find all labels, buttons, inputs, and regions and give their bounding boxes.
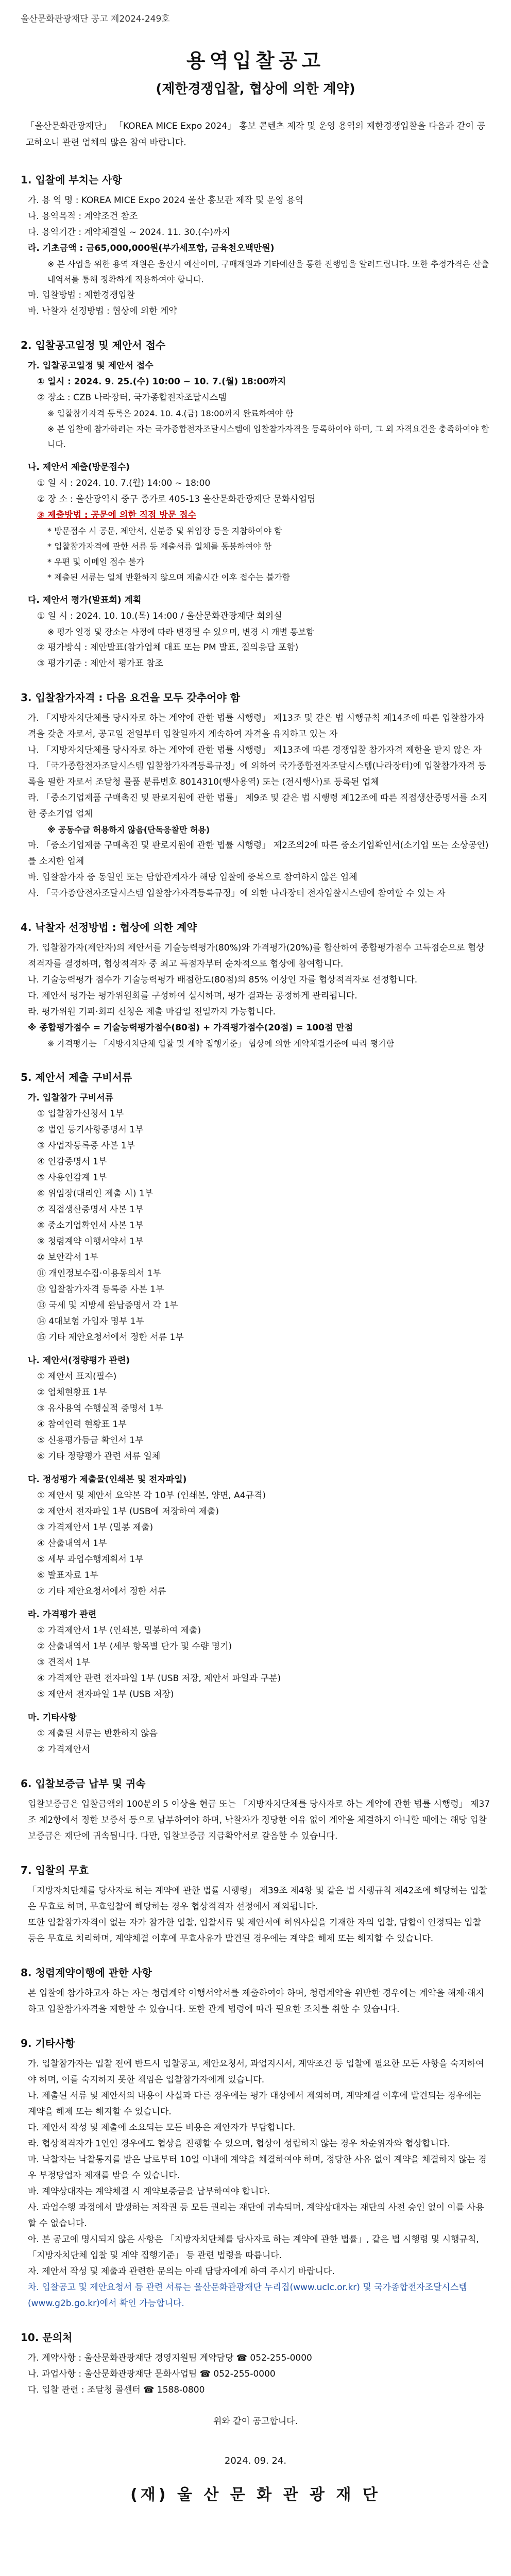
list-item: ⑤ 신용평가등급 확인서 1부 xyxy=(37,1435,144,1446)
list-item: 라. 협상적격자가 1인인 경우에도 협상을 진행할 수 있으며, 협상이 성립하지 않는 경우 차순위자와 협상합니다. xyxy=(28,2139,450,2149)
scoring-formula: ※ 종합평가점수 = 기술능력평가점수(80점) + 가격평가점수(20점) = 100점 만점 xyxy=(28,1023,353,1033)
list-note: ※ 공동수급 허용하지 않음(단독응찰만 허용) xyxy=(47,825,210,835)
list-item: 다. 제안서 평가는 평가위원회를 구성하여 실시하며, 평가 결과는 공정하게 관리됩니다. xyxy=(28,991,357,1001)
section-body: 본 입찰에 참가하고자 하는 자는 청렴계약 이행서약서를 제출하여야 하며, 청렴계약을 위반한 경우에는 계약을 해제·해지하고 입찰참가자격을 제한할 수 있습니다. 또한 관계 법령에 따라 필요한 조치를 취할 수 있습니다. xyxy=(28,1988,484,2014)
list-item: ① 일 시 : 2024. 10. 7.(월) 14:00 ~ 18:00 xyxy=(37,478,211,488)
section-body: 입찰보증금은 입찰금액의 100분의 5 이상을 현금 또는 「지방자치단체를 당사자로 하는 계약에 관한 법률 시행령」 제37조 제2항에서 정한 보증서 등으로 납부하여야 하며, 낙찰자가 정당한 이유 없이 계약을 체결하지 아니할 때에는 해당 입찰보증금은 재단에 귀속됩니다. 다만, 입찰보증금 지급확약서로 갈음할 수 있습니다. xyxy=(28,1799,490,1841)
list-item: 마. 「중소기업제품 구매촉진 및 판로지원에 관한 법률 시행령」 제2조의2에 따른 중소기업확인서(소기업 또는 소상공인)를 소지한 업체 xyxy=(28,840,489,867)
list-item: ① 제출된 서류는 반환하지 않음 xyxy=(37,1728,158,1739)
list-item: ② 제안서 전자파일 1부 (USB에 저장하여 제출) xyxy=(37,1506,219,1517)
list-note: * 제출된 서류는 일체 반환하지 않으며 제출시간 이후 접수는 불가함 xyxy=(47,572,291,582)
section-heading-invalid-bids: 7. 입찰의 무효 xyxy=(21,1864,89,1876)
list-item: 나. 제출된 서류 및 제안서의 내용이 사실과 다른 경우에는 평가 대상에서 제외하며, 계약체결 이후에 발견되는 경우에는 계약을 해제 또는 해지할 수 있습니다. xyxy=(28,2091,482,2117)
list-item: ③ 제출방법 : 공문에 의한 직접 방문 접수 xyxy=(37,510,196,520)
list-item: ③ 유사용역 수행실적 증명서 1부 xyxy=(37,1403,163,1414)
list-item: 아. 본 공고에 명시되지 않은 사항은 「지방자치단체를 당사자로 하는 계약에 관한 법률」, 같은 법 시행령 및 시행규칙, 「지방자치단체 입찰 및 계약 집행기준」 등 관련 법령을 따릅니다. xyxy=(28,2234,479,2261)
section-heading-schedule: 2. 입찰공고일정 및 제안서 접수 xyxy=(21,339,166,351)
announcement-date: 2024. 09. 24. xyxy=(224,2455,287,2466)
list-item: 라. 「중소기업제품 구매촉진 및 판로지원에 관한 법률」 제9조 및 같은 법 시행령 제12조에 따른 직접생산증명서를 소지한 중소기업 업체 xyxy=(28,793,487,819)
list-item: ① 가격제안서 1부 (인쇄본, 밀봉하여 제출) xyxy=(37,1625,201,1636)
list-item: ② 가격제안서 xyxy=(37,1744,90,1755)
list-note: ※ 본 입찰에 참가하려는 자는 국가종합전자조달시스템에 입찰참가자격을 등록하여야 하며, 그 외 자격요건을 충족하여야 합니다. xyxy=(47,424,489,449)
list-item: ④ 가격제안 관련 전자파일 1부 (USB 저장, 제안서 파일과 구분) xyxy=(37,1673,281,1684)
list-item: ② 평가방식 : 제안발표(참가업체 대표 또는 PM 발표, 질의응답 포함) xyxy=(37,642,299,653)
section-body: 「지방자치단체를 당사자로 하는 계약에 관한 법률 시행령」 제39조 제4항 및 같은 법 시행규칙 제42조에 해당하는 입찰은 무효로 하며, 무효입찰에 해당하는 경우 협상적격자 선정에서 제외됩니다. xyxy=(28,1886,487,1912)
list-item: ② 산출내역서 1부 (세부 항목별 단가 및 수량 명기) xyxy=(37,1641,232,1652)
list-item: ⑭ 4대보험 가입자 명부 1부 xyxy=(37,1316,145,1327)
list-item: ⑦ 기타 제안요청서에서 정한 서류 xyxy=(37,1586,166,1597)
list-item: ⑫ 입찰참가자격 등록증 사본 1부 xyxy=(37,1284,164,1295)
list-item: 가. 입찰참가자는 입찰 전에 반드시 입찰공고, 제안요청서, 과업지시서, 계약조건 등 입찰에 필요한 모든 사항을 숙지하여야 하며, 이를 숙지하지 못한 책임은 입찰참가자에게 있습니다. xyxy=(28,2059,484,2085)
list-note: * 입찰참가자격에 관한 서류 등 제출서류 일체를 동봉하여야 함 xyxy=(47,541,272,551)
list-item: ③ 가격제안서 1부 (밀봉 제출) xyxy=(37,1522,154,1533)
list-item: ① 제안서 및 제안서 요약본 각 10부 (인쇄본, 양면, A4규격) xyxy=(37,1490,266,1501)
subsection-heading: 가. 입찰공고일정 및 제안서 접수 xyxy=(28,361,154,371)
list-item: 자. 제안서 작성 및 제출과 관련한 문의는 아래 담당자에게 하여 주시기 바랍니다. xyxy=(28,2266,335,2277)
list-item: ⑧ 중소기업확인서 사본 1부 xyxy=(37,1221,144,1231)
list-note: ※ 평가 일정 및 장소는 사정에 따라 변경될 수 있으며, 변경 시 개별 통보함 xyxy=(47,627,314,637)
list-item: 바. 계약상대자는 계약체결 시 계약보증금을 납부하여야 합니다. xyxy=(28,2187,270,2197)
contact-item: 다. 입찰 관련 : 조달청 콜센터 ☎ 1588-0800 xyxy=(28,2385,205,2395)
list-item: ⑤ 세부 과업수행계획서 1부 xyxy=(37,1554,144,1565)
page-subtitle: (제한경쟁입찰, 협상에 의한 계약) xyxy=(156,81,355,97)
list-note: ※ 본 사업을 위한 용역 재원은 울산시 예산이며, 구매재원과 기타예산을 통한 진행임을 알려드립니다. 또한 추정가격은 산출내역서를 통해 정확하게 적용하여야 합니다. xyxy=(47,259,489,284)
section-heading-contact: 10. 문의처 xyxy=(21,2331,73,2344)
subsection-heading: 가. 입찰참가 구비서류 xyxy=(28,1093,114,1103)
section-heading-bid-items: 1. 입찰에 부치는 사항 xyxy=(21,174,122,186)
list-item: ⑥ 위임장(대리인 제출 시) 1부 xyxy=(37,1189,154,1199)
list-item: ② 장 소 : 울산광역시 중구 종가로 405-13 울산문화관광재단 문화사업팀 xyxy=(37,494,316,504)
list-item: ⑤ 사용인감계 1부 xyxy=(37,1173,107,1183)
list-item: 라. 기초금액 : 금65,000,000원(부가세포함, 금육천오백만원) xyxy=(28,243,275,253)
list-item: 나. 「지방자치단체를 당사자로 하는 계약에 관한 법률 시행령」 제13조에 따른 경쟁입찰 참가자격 제한을 받지 않은 자 xyxy=(28,745,482,755)
subsection-heading: 다. 정성평가 제출물(인쇄본 및 전자파일) xyxy=(28,1475,187,1485)
list-item: 다. 용역기간 : 계약체결일 ~ 2024. 11. 30.(수)까지 xyxy=(28,227,230,238)
list-item: ⑥ 기타 정량평가 관련 서류 일체 xyxy=(37,1451,161,1462)
list-item: ⑬ 국세 및 지방세 완납증명서 각 1부 xyxy=(37,1300,178,1311)
list-item: ③ 견적서 1부 xyxy=(37,1657,90,1668)
subsection-heading: 라. 가격평가 관련 xyxy=(28,1609,97,1620)
list-item: 마. 입찰방법 : 제한경쟁입찰 xyxy=(28,290,135,300)
list-item: 다. 제안서 작성 및 제출에 소요되는 모든 비용은 제안자가 부담합니다. xyxy=(28,2123,296,2133)
list-item: 가. 용 역 명 : KOREA MICE Expo 2024 울산 홍보관 제작 및 운영 용역 xyxy=(28,195,303,206)
list-item[interactable]: 차. 입찰공고 및 제안요청서 등 관련 서류는 울산문화관광재단 누리집(www.uclc.or.kr) 및 국가종합전자조달시스템(www.g2b.go.kr)에서 확인 가능합니다. xyxy=(28,2282,467,2309)
list-note: * 우편 및 이메일 접수 불가 xyxy=(47,557,144,567)
list-item: 나. 기술능력평가 점수가 기술능력평가 배점한도(80점)의 85% 이상인 자를 협상적격자로 선정합니다. xyxy=(28,975,418,985)
section-heading-bid-bond: 6. 입찰보증금 납부 및 귀속 xyxy=(21,1777,146,1790)
list-item: 마. 낙찰자는 낙찰통지를 받은 날로부터 10일 이내에 계약을 체결하여야 하며, 정당한 사유 없이 계약을 체결하지 않는 경우 부정당업자 제재를 받을 수 있습니다. xyxy=(28,2155,487,2181)
list-item: ② 장소 : CZB 나라장터, 국가종합전자조달시스템 xyxy=(37,393,227,403)
list-item: 다. 「국가종합전자조달시스템 입찰참가자격등록규정」에 의하여 국가종합전자조달시스템(나라장터)에 입찰참가자격 등록을 필한 자로서 조달청 물품 분류번호 8014310(행사용역) 또는 (전시행사)로 등록된 업체 xyxy=(28,761,486,787)
list-item: ② 법인 등기사항증명서 1부 xyxy=(37,1125,144,1135)
section-heading-integrity: 8. 청렴계약이행에 관한 사항 xyxy=(21,1967,152,1979)
list-item: ⑩ 보안각서 1부 xyxy=(37,1252,98,1263)
section-body: 또한 입찰참가자격이 없는 자가 참가한 입찰, 입찰서류 및 제안서에 허위사실을 기재한 자의 입찰, 담합이 인정되는 입찰 등은 무효로 처리하며, 계약체결 이후에 무효사유가 발견된 경우에는 계약을 해제 또는 해지할 수 있습니다. xyxy=(28,1918,482,1944)
list-item: 라. 평가위원 기피·회피 신청은 제출 마감일 전일까지 가능합니다. xyxy=(28,1007,276,1017)
list-item: ① 일시 : 2024. 9. 25.(수) 10:00 ~ 10. 7.(월) 18:00까지 xyxy=(37,377,286,387)
list-item: ⑦ 직접생산증명서 사본 1부 xyxy=(37,1205,144,1215)
list-note: ※ 가격평가는 「지방자치단체 입찰 및 계약 집행기준」 협상에 의한 계약체결기준에 따라 평가함 xyxy=(47,1039,395,1048)
list-item: ① 제안서 표지(필수) xyxy=(37,1371,117,1382)
list-item: ⑤ 제안서 전자파일 1부 (USB 저장) xyxy=(37,1689,174,1700)
contact-item: 가. 계약사항 : 울산문화관광재단 경영지원팀 계약담당 ☎ 052-255-0000 xyxy=(28,2353,312,2363)
list-item: ④ 인감증명서 1부 xyxy=(37,1157,107,1167)
list-item: ⑥ 발표자료 1부 xyxy=(37,1570,98,1581)
section-heading-eligibility: 3. 입찰참가자격 : 다음 요건을 모두 갖추어야 함 xyxy=(21,691,241,704)
list-item: ⑪ 개인정보수집·이용동의서 1부 xyxy=(37,1268,162,1279)
page-title: 용역입찰공고 xyxy=(186,49,325,72)
list-item: ④ 참여인력 현황표 1부 xyxy=(37,1419,127,1430)
list-item: 가. 입찰참가자(제안자)의 제안서를 기술능력평가(80%)와 가격평가(20%)를 합산하여 종합평가점수 고득점순으로 협상적격자를 결정하며, 협상적격자 중 최고 득점자부터 순차적으로 협상에 참여합니다. xyxy=(28,943,485,969)
list-item: ④ 산출내역서 1부 xyxy=(37,1538,107,1549)
section-heading-documents: 5. 제안서 제출 구비서류 xyxy=(21,1071,132,1083)
list-item: ① 입찰참가신청서 1부 xyxy=(37,1109,124,1119)
list-item: ③ 사업자등록증 사본 1부 xyxy=(37,1141,135,1151)
closing-statement: 위와 같이 공고합니다. xyxy=(213,2416,298,2427)
subsection-heading: 나. 제안서(정량평가 관련) xyxy=(28,1355,130,1366)
list-item: 나. 용역목적 : 계약조건 참조 xyxy=(28,211,138,222)
subsection-heading: 나. 제안서 제출(방문접수) xyxy=(28,462,130,472)
section-heading-misc: 9. 기타사항 xyxy=(21,2037,75,2049)
subsection-heading: 마. 기타사항 xyxy=(28,1713,77,1723)
list-note: * 방문접수 시 공문, 제안서, 신분증 및 위임장 등을 지참하여야 함 xyxy=(47,526,282,536)
list-item: 사. 「국가종합전자조달시스템 입찰참가자격등록규정」에 의한 나라장터 전자입찰시스템에 참여할 수 있는 자 xyxy=(28,888,446,899)
list-item: 사. 과업수행 과정에서 발생하는 저작권 등 모든 권리는 재단에 귀속되며, 계약상대자는 재단의 사전 승인 없이 이를 사용할 수 없습니다. xyxy=(28,2202,484,2229)
list-item: 가. 「지방자치단체를 당사자로 하는 계약에 관한 법률 시행령」 제13조 및 같은 법 시행규칙 제14조에 따른 입찰참가자격을 갖춘 자로서, 공고일 전일부터 입찰일까지 계속하여 자격을 유지하고 있는 자 xyxy=(28,713,485,739)
subsection-heading: 다. 제안서 평가(발표회) 계획 xyxy=(28,595,142,605)
list-item: ⑨ 청렴계약 이행서약서 1부 xyxy=(37,1236,144,1247)
list-item: ① 일 시 : 2024. 10. 10.(목) 14:00 / 울산문화관광재단 회의실 xyxy=(37,611,282,621)
contact-item: 나. 과업사항 : 울산문화관광재단 문화사업팀 ☎ 052-255-0000 xyxy=(28,2369,276,2379)
bid-items-list xyxy=(21,193,490,319)
list-item: 바. 낙찰자 선정방법 : 협상에 의한 계약 xyxy=(28,306,177,316)
list-note: ※ 입찰참가자격 등록은 2024. 10. 4.(금) 18:00까지 완료하여야 함 xyxy=(47,409,294,418)
intro-paragraph: 「울산문화관광재단」 「KOREA MICE Expo 2024」 홍보 콘텐츠 제작 및 운영 용역의 제한경쟁입찰을 다음과 같이 공고하오니 관련 업체의 많은 참여 바랍니다. xyxy=(26,121,485,148)
list-item: ③ 평가기준 : 제안서 평가표 참조 xyxy=(37,658,164,669)
organization-name: (재) 울 산 문 화 관 광 재 단 xyxy=(130,2486,381,2504)
header-note: 울산문화관광재단 공고 제2024-249호 xyxy=(21,14,170,24)
list-item: ② 업체현황표 1부 xyxy=(37,1387,107,1398)
section-heading-selection: 4. 낙찰자 선정방법 : 협상에 의한 계약 xyxy=(21,921,197,934)
list-item: ⑮ 기타 제안요청서에서 정한 서류 1부 xyxy=(37,1332,184,1343)
list-item: 바. 입찰참가자 중 동일인 또는 담합관계자가 해당 입찰에 중복으로 참여하지 않은 업체 xyxy=(28,872,357,883)
announcement-page xyxy=(21,11,490,2504)
